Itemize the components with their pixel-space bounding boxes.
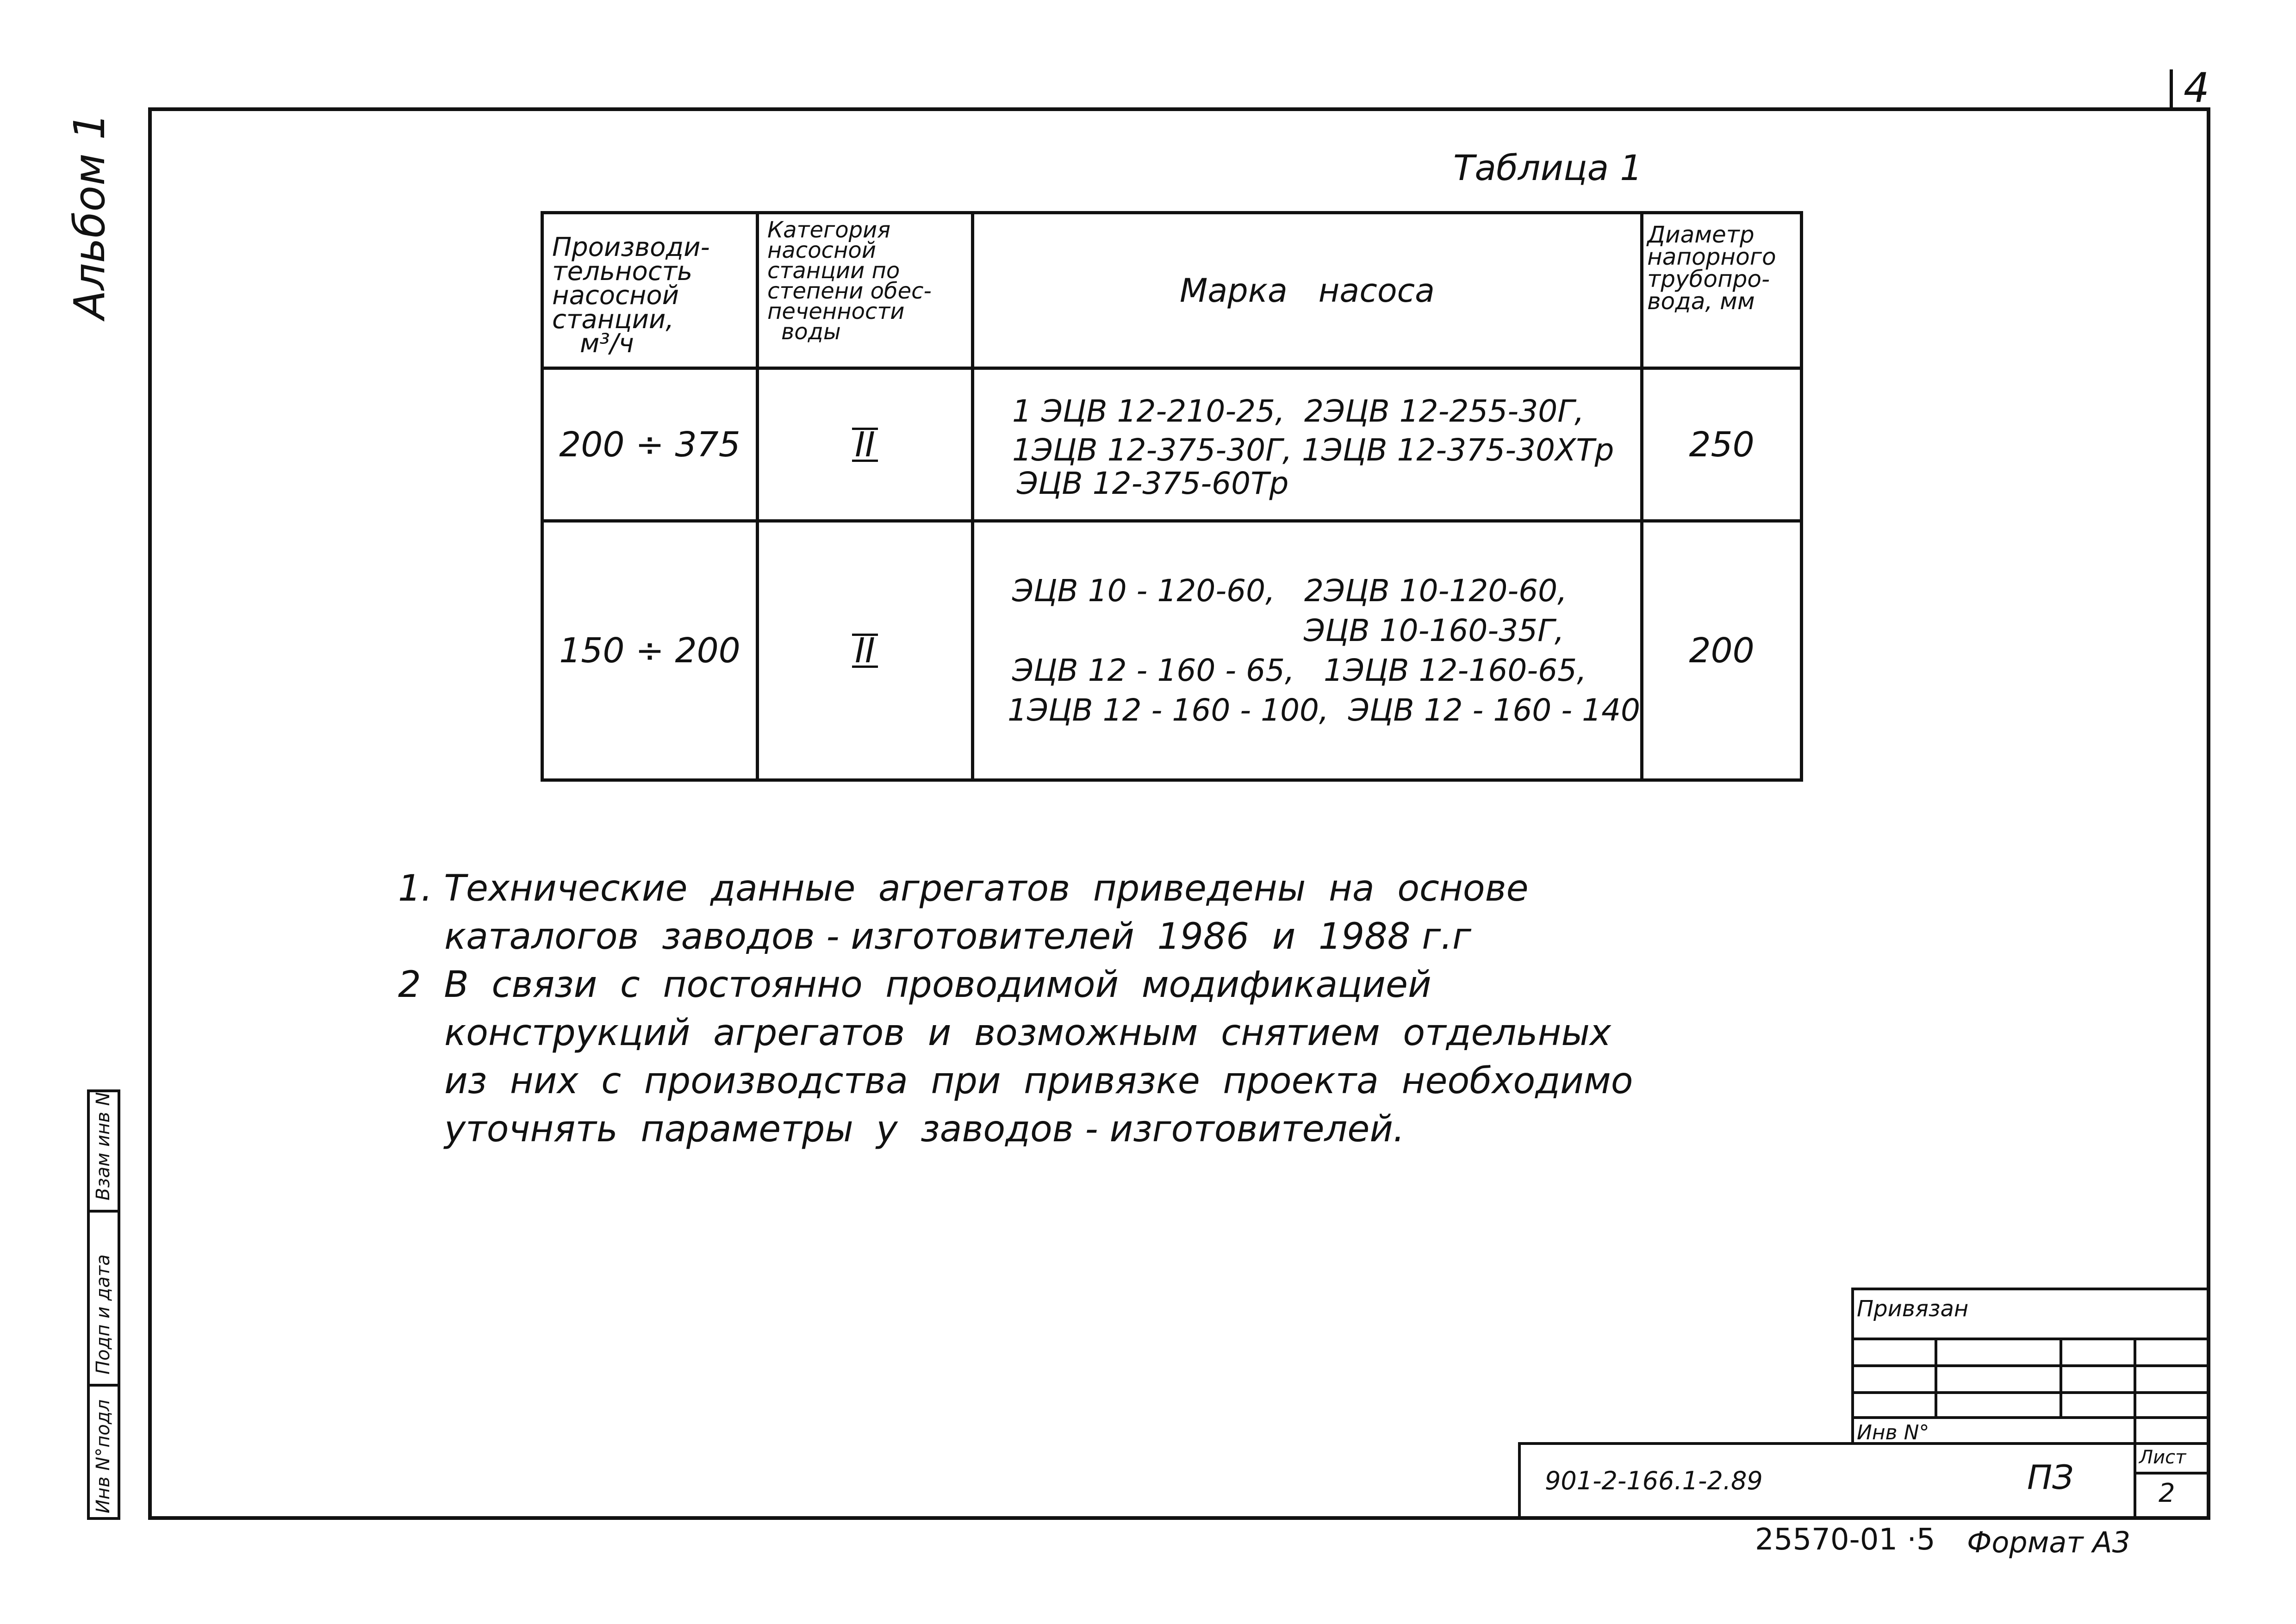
note-line: из них с производства при привязке проекта необходимо — [444, 1060, 1633, 1102]
header-category-line: печенности — [767, 299, 905, 324]
header-capacity-line: станции, — [552, 305, 674, 335]
header-capacity-line: м³/ч — [580, 329, 634, 359]
model-line: 1 ЭЦВ 12-210-25, 2ЭЦВ 12-255-30Г, — [1012, 393, 1584, 429]
title-block-line — [2134, 1338, 2136, 1519]
inv-podl-label: Инв N°подл — [93, 1399, 114, 1513]
table-header-row — [542, 213, 1802, 368]
inv-no-label: Инв N° — [1857, 1421, 1929, 1444]
table-row — [542, 368, 1802, 521]
note-line: каталогов заводов - изготовителей 1986 и 1988 г.г — [444, 916, 1471, 958]
sheet-number-bar — [2170, 69, 2173, 109]
category-roman: II — [852, 634, 878, 668]
header-category-line: степени обес- — [767, 278, 932, 304]
frame-left-border — [148, 107, 152, 1519]
album-label: Альбом 1 — [65, 112, 114, 319]
list-label: Лист — [2139, 1447, 2186, 1468]
title-block-line — [2060, 1338, 2062, 1416]
vzam-inv-label: Взам инв N — [93, 1092, 114, 1201]
title-block-line — [1851, 1364, 2210, 1367]
strip-divider — [87, 1210, 120, 1213]
table-title: Таблица 1 — [1453, 147, 1643, 188]
notes — [398, 865, 1633, 1153]
title-block-line — [2134, 1472, 2210, 1475]
header-diameter-line: вода, мм — [1647, 288, 1755, 315]
model-line: 1ЭЦВ 12-375-30Г, 1ЭЦВ 12-375-30ХТр — [1012, 432, 1614, 468]
title-block-line — [1851, 1288, 2210, 1290]
cell-capacity: 200 ÷ 375 — [542, 368, 758, 521]
header-brand: Марка насоса — [973, 213, 1642, 368]
frame-bottom-border — [148, 1516, 2210, 1520]
list-number: 2 — [2159, 1478, 2175, 1508]
model-line: ЭЦВ 12-375-60Тр — [1017, 465, 1289, 501]
category-roman: II — [852, 428, 878, 462]
frame-top-border — [148, 107, 2210, 111]
format-label: Формат А3 — [1967, 1525, 2131, 1559]
header-diameter-line: Диаметр — [1647, 221, 1755, 248]
cell-models — [973, 521, 1642, 780]
header-category — [758, 213, 973, 368]
header-diameter — [1642, 213, 1802, 368]
header-diameter-line: напорного — [1647, 243, 1776, 270]
privyazan-label: Привязан — [1857, 1296, 1969, 1322]
cell-models — [973, 368, 1642, 521]
stamp-code: 25570-01 ·5 — [1755, 1523, 1935, 1557]
pump-table — [541, 211, 1803, 782]
podp-data-label: Подп и дата — [93, 1254, 114, 1375]
doc-code: ПЗ — [2027, 1458, 2074, 1497]
model-line: ЭЦВ 12 - 160 - 65, 1ЭЦВ 12-160-65, — [1012, 652, 1587, 688]
cell-diameter: 250 — [1642, 368, 1802, 521]
note-line: 2 В связи с постоянно проводимой модификацией — [398, 964, 1431, 1006]
header-diameter-line: трубопро- — [1647, 266, 1770, 292]
model-line: ЭЦВ 10 - 120-60, 2ЭЦВ 10-120-60, — [1012, 572, 1568, 609]
title-block-line — [1851, 1416, 2210, 1419]
model-line: ЭЦВ 10-160-35Г, — [1304, 612, 1564, 648]
note-line: конструкций агрегатов и возможным снятием отдельных — [444, 1012, 1612, 1054]
header-category-line: насосной — [767, 237, 876, 263]
header-category-line: станции по — [767, 258, 900, 284]
title-block-line — [1851, 1338, 2210, 1340]
model-line: 1ЭЦВ 12 - 160 - 100, ЭЦВ 12 - 160 - 140 — [1008, 692, 1641, 728]
note-line: уточнять параметры у заводов - изготовителей. — [444, 1108, 1405, 1150]
cell-diameter: 200 — [1642, 521, 1802, 780]
title-block-line — [1935, 1338, 1937, 1416]
table-row — [542, 521, 1802, 780]
cell-capacity: 150 ÷ 200 — [542, 521, 758, 780]
strip-divider — [87, 1384, 120, 1387]
header-category-line: Категория — [767, 217, 891, 243]
header-capacity-line: Производи- — [552, 232, 710, 262]
sheet-number: 4 — [2184, 64, 2209, 112]
header-capacity — [542, 213, 758, 368]
designation: 901-2-166.1-2.89 — [1545, 1466, 1763, 1495]
header-capacity-line: тельность — [552, 256, 693, 286]
title-block-line — [1851, 1391, 2210, 1394]
frame-right-border — [2207, 107, 2210, 1519]
header-category-line: воды — [781, 319, 841, 345]
header-capacity-line: насосной — [552, 280, 679, 311]
note-line: 1. Технические данные агрегатов приведены на основе — [398, 868, 1529, 909]
title-block-line — [1518, 1442, 1521, 1519]
cell-category — [758, 368, 973, 521]
cell-category — [758, 521, 973, 780]
